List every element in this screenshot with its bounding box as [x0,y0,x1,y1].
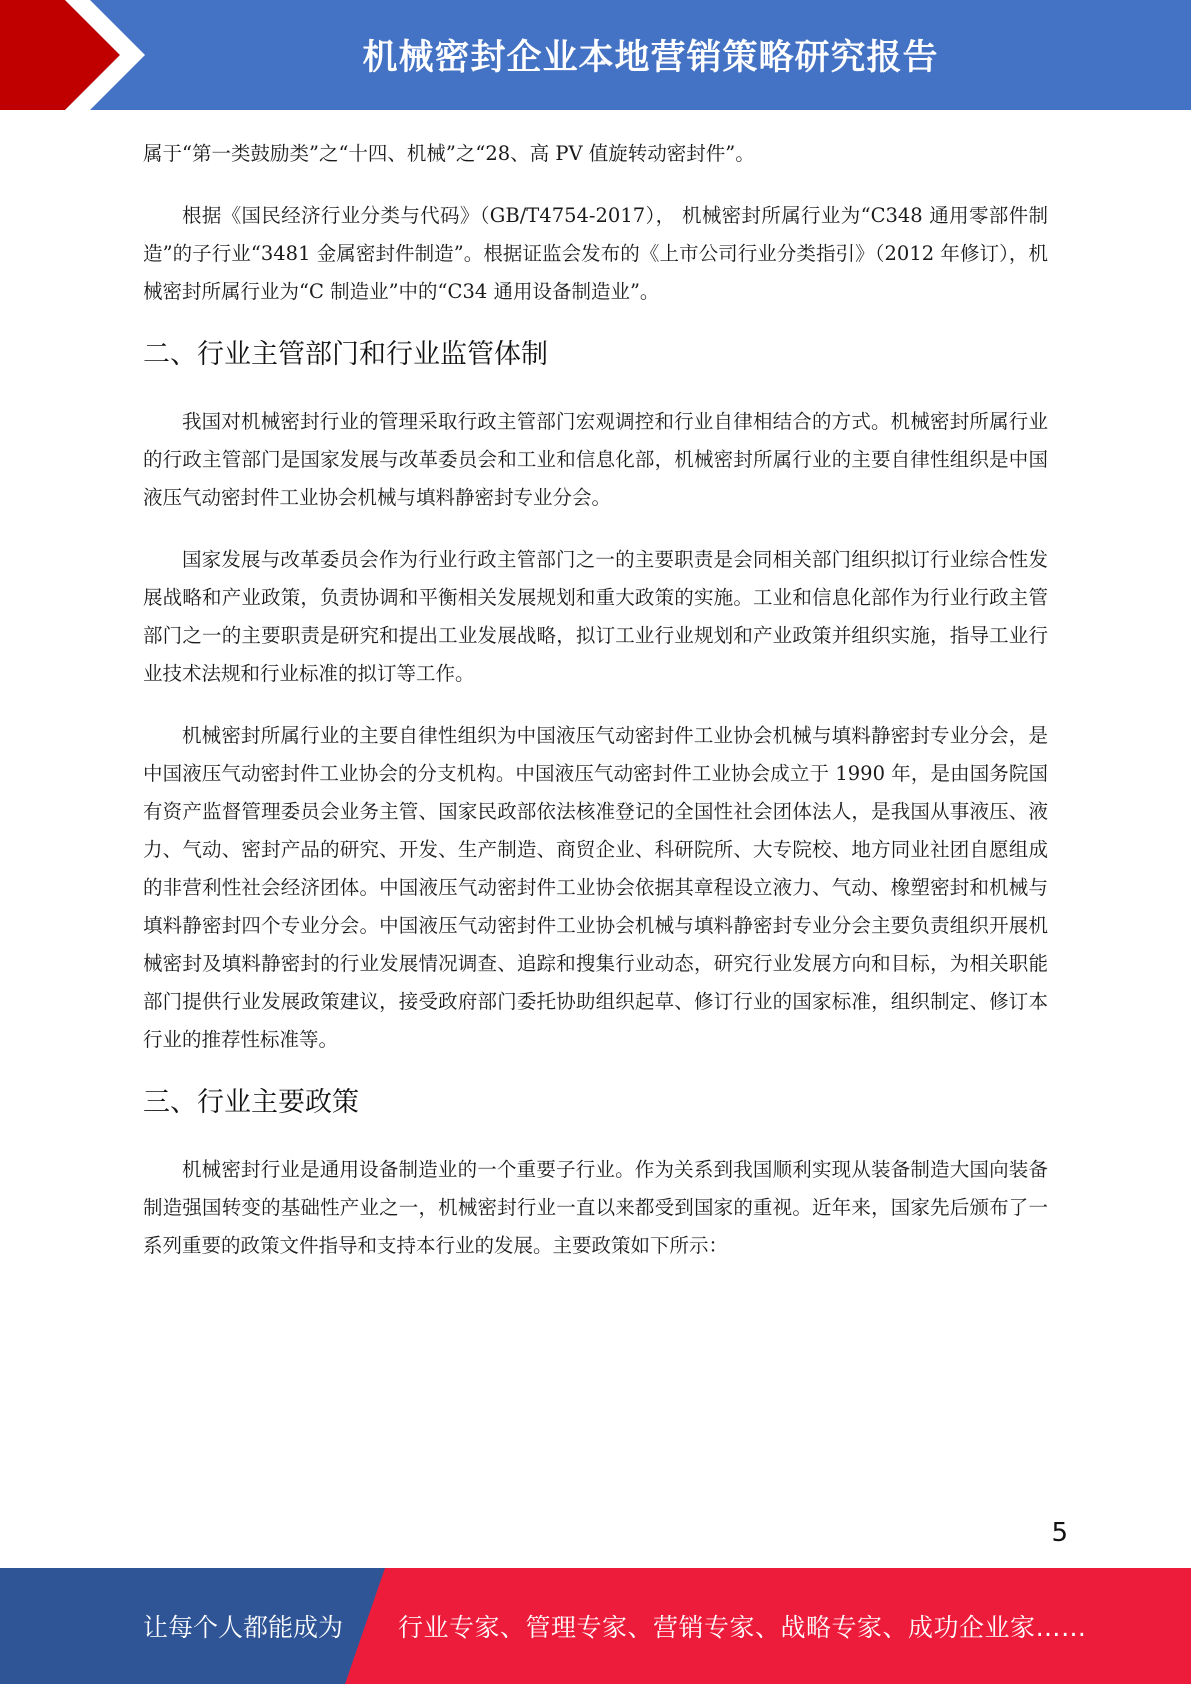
paragraph: 属于“第一类鼓励类”之“十四、机械”之“28、高 PV 值旋转动密封件”。 [143,142,755,165]
footer-slogan-right: 行业专家、管理专家、营销专家、战略专家、成功企业家…… [398,1613,1087,1642]
page-header [0,0,1191,110]
paragraph: 国家发展与改革委员会作为行业行政主管部门之一的主要职责是会同相关部门组织拟订行业综合性发展战略和产业政策，负责协调和平衡相关发展规划和重大政策的实施。工业和信息化部作为行业行政主管部门之一的主要职责是研究和提出工业发展战略，拟订工业行业规划和产业政策并组织实施，指导工业行业技术法规和行业标准的拟订等工作。 [143,548,1048,685]
footer-slogan-left: 让每个人都能成为 [143,1613,344,1642]
paragraph: 我国对机械密封行业的管理采取行政主管部门宏观调控和行业自律相结合的方式。机械密封所属行业的行政主管部门是国家发展与改革委员会和工业和信息化部，机械密封所属行业的主要自律性组织是中国液压气动密封件工业协会机械与填料静密封专业分会。 [143,410,1048,509]
header-chevron-decoration [0,0,160,110]
paragraph: 机械密封所属行业的主要自律性组织为中国液压气动密封件工业协会机械与填料静密封专业分会，是中国液压气动密封件工业协会的分支机构。中国液压气动密封件工业协会成立于 1990 年，是由国务院国有资产监督管理委员会业务主管、国家民政部依法核准登记的全国性社会团体法人，是我国从事液压、液力、气动、密封产品的研究、开发、生产制造、商贸企业、科研院所、大专院校、地方同业社团自愿组成的非营利性社会经济团体。中国液压气动密封件工业协会依据其章程设立液力、气动、橡塑密封和机械与填料静密封四个专业分会。中国液压气动密封件工业协会机械与填料静密封专业分会主要负责组织开展机械密封及填料静密封的行业发展情况调查、追踪和搜集行业动态，研究行业发展方向和目标，为相关职能部门提供行业发展政策建议，接受政府部门委托协助组织起草、修订行业的国家标准，组织制定、修订本行业的推荐性标准等。 [143,724,1048,1051]
section-heading: 三、行业主要政策 [143,1087,359,1118]
document-title: 机械密封企业本地营销策略研究报告 [362,38,939,78]
paragraph: 机械密封行业是通用设备制造业的一个重要子行业。作为关系到我国顺利实现从装备制造大国向装备制造强国转变的基础性产业之一，机械密封行业一直以来都受到国家的重视。近年来，国家先后颁布了一系列重要的政策文件指导和支持本行业的发展。主要政策如下所示： [143,1158,1048,1257]
paragraph: 根据《国民经济行业分类与代码》（GB/T4754-2017）， 机械密封所属行业为“C348 通用零部件制造”的子行业“3481 金属密封件制造”。根据证监会发布的《上市公司行业分类指引》（2012 年修订），机械密封所属行业为“C 制造业”中的“C34 通用设备制造业”。 [143,204,1048,303]
page-number: 5 [1051,1518,1068,1548]
page-footer [0,1568,1191,1684]
section-heading: 二、行业主管部门和行业监管体制 [143,339,548,370]
page-body [143,135,1048,1289]
